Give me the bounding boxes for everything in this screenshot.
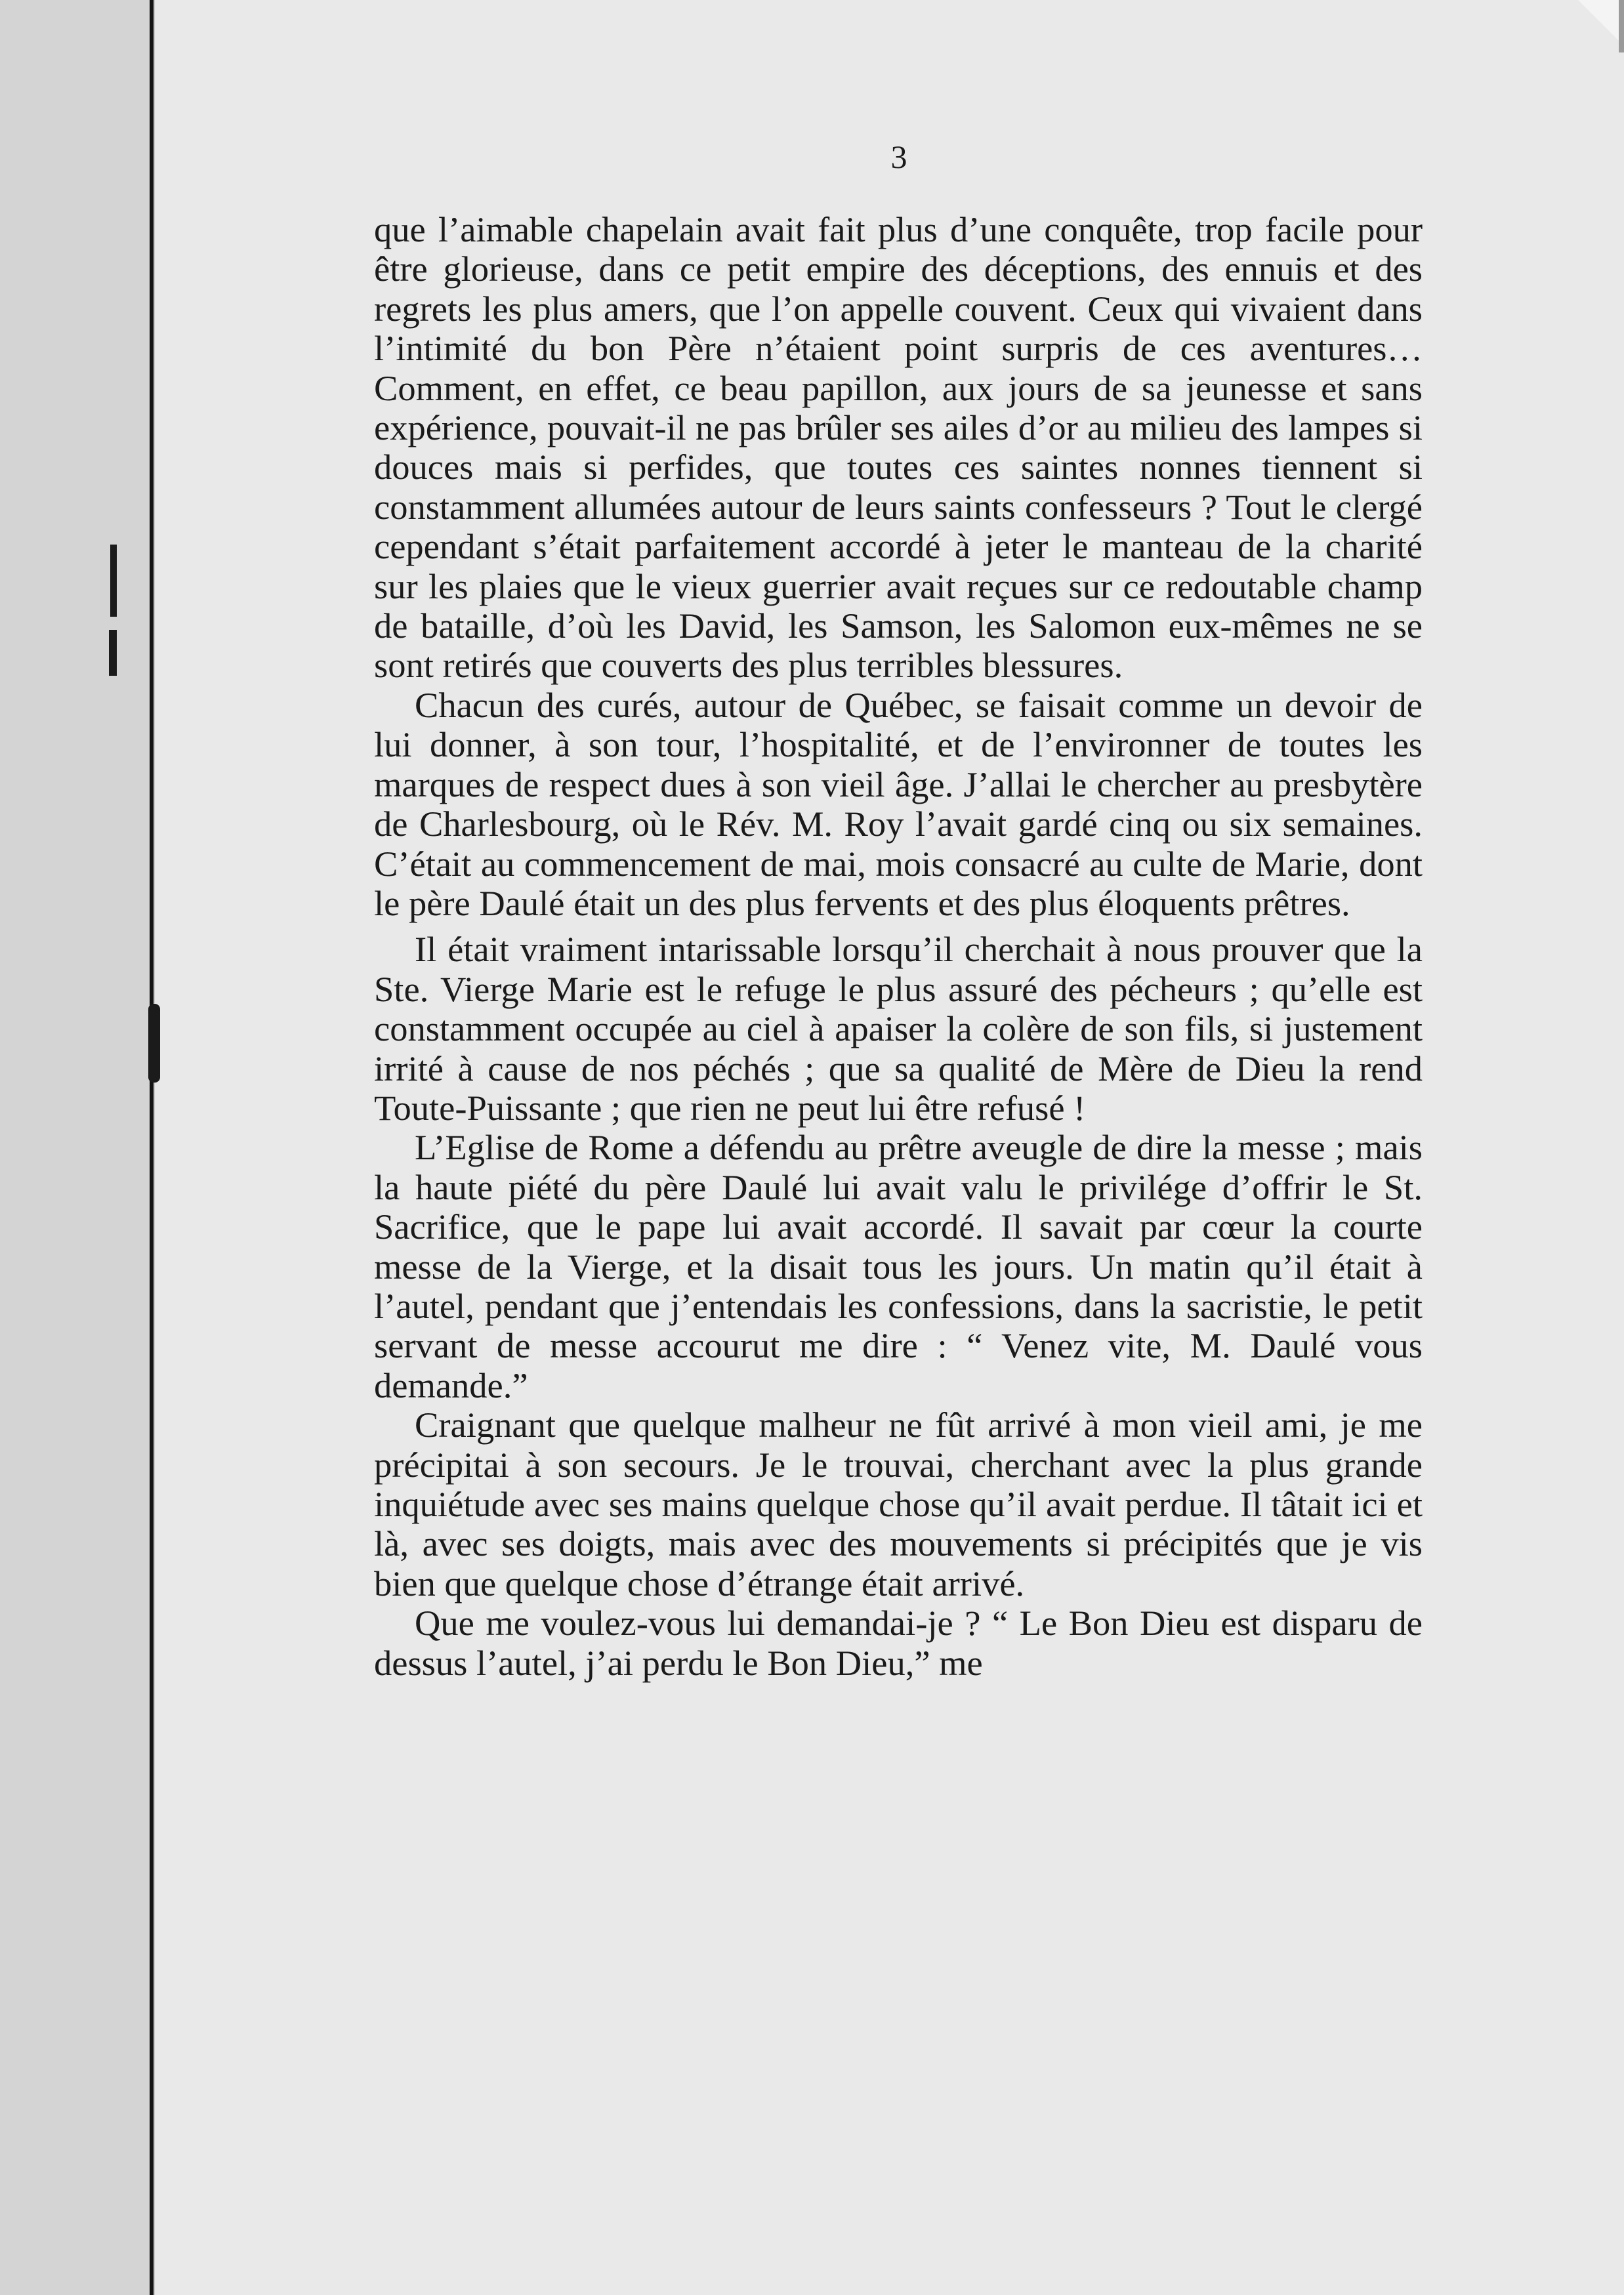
paragraph: Il était vraiment intarissable lorsqu’il cherchait à nous prouver que la Ste. Vierge Marie est le refuge le plus assuré des pécheurs ; qu’elle est constamment occupée au ciel à apaiser la colère de son fils, si justement irrité à cause de nos péchés ; que sa qualité de Mère de Dieu la rend Toute-Puissante ; que rien ne peut lui être refusé ! bbox=[374, 929, 1423, 1128]
paragraph: Que me voulez-vous lui demandai-je ? “ Le Bon Dieu est disparu de dessus l’autel, j’ai perdu le Bon Dieu,” me bbox=[374, 1603, 1423, 1683]
paragraph: L’Eglise de Rome a défendu au prêtre aveugle de dire la messe ; mais la haute piété du père Daulé lui avait valu le privilége d’offrir le St. Sacrifice, que le pape lui avait accordé. Il savait par cœur la courte messe de la Vierge, et la disait tous les jours. Un matin qu’il était à l’autel, pendant que j’entendais les confessions, dans la sacristie, le petit servant de messe accourut me dire : “ Venez vite, M. Daulé vous demande.” bbox=[374, 1127, 1423, 1405]
page-number: 3 bbox=[890, 138, 907, 175]
paragraph: Chacun des curés, autour de Québec, se faisait comme un devoir de lui donner, à son tour, l’hospitalité, et de l’environner de toutes les marques de respect dues à son vieil âge. J’allai le chercher au presbytère de Charlesbourg, où le Rév. M. Roy l’avait gardé cinq ou six semaines. C’était au commencement de mai, mois consacré au culte de Marie, dont le père Daulé était un des plus fervents et des plus éloquents prêtres. bbox=[374, 684, 1423, 923]
body-text bbox=[374, 210, 1423, 1683]
paragraph: Craignant que quelque malheur ne fût arrivé à mon vieil ami, je me précipitai à son secours. Je le trouvai, cherchant avec la plus grande inquiétude avec ses mains quelque chose qu’il avait perdue. Il tâtait ici et là, avec ses doigts, mais avec des mouvements si précipités que je vis bien que quelque chose d’étrange était arrivé. bbox=[374, 1405, 1423, 1603]
binding-mark bbox=[148, 1004, 160, 1083]
binding-mark bbox=[110, 545, 117, 617]
book-binding-edge bbox=[150, 0, 154, 2295]
folded-corner bbox=[1578, 0, 1624, 46]
paragraph: que l’aimable chapelain avait fait plus d’une conquête, trop facile pour être glorieuse, dans ce petit empire des déceptions, des ennuis et des regrets les plus amers, que l’on appelle couvent. Ceux qui vivaient dans l’intimité du bon Père n’étaient point surpris de ces aventures… Comment, en effet, ce beau papillon, aux jours de sa jeunesse et sans expérience, pouvait-il ne pas brûler ses ailes d’or au milieu des lampes si douces mais si perfides, que toutes ces saintes nonnes tiennent si constamment allumées autour de leurs saints confesseurs ? Tout le clergé cependant s’était parfaitement accordé à jeter le manteau de la charité sur les plaies que le vieux guerrier avait reçues sur ce redoutable champ de bataille, d’où les David, les Samson, les Salomon eux-mêmes ne se sont retirés que couverts des plus terribles blessures. bbox=[374, 209, 1423, 686]
scan-left-margin bbox=[0, 0, 152, 2295]
folded-corner-shadow bbox=[1619, 0, 1624, 52]
binding-mark bbox=[109, 630, 117, 676]
